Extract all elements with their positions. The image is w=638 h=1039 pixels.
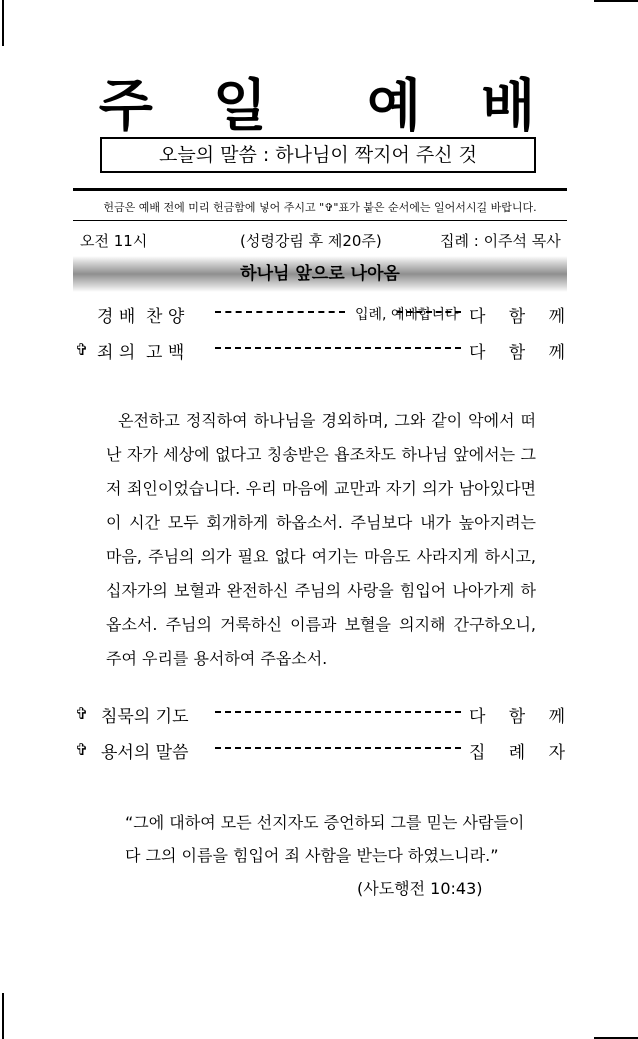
responder-char: 다 [469, 343, 486, 363]
liturgical-week: (성령강림 후 제20주) [240, 232, 382, 250]
crop-mark [2, 0, 4, 46]
dashed-leader [215, 347, 461, 349]
order-responder [469, 738, 565, 763]
order-label: 침묵의 기도 [101, 707, 189, 727]
title-char: 일 [212, 74, 271, 139]
responder-char: 께 [548, 307, 565, 327]
order-responder [469, 702, 565, 727]
responder-char: 함 [508, 307, 526, 327]
responder-char: 함 [508, 343, 526, 363]
responder-char: 자 [548, 743, 565, 763]
section-banner [73, 256, 567, 292]
title-char: 배 [481, 74, 540, 139]
order-label: 죄 의 고 백 [97, 343, 185, 363]
order-row [73, 738, 567, 766]
cross-icon: ✞ [75, 704, 89, 723]
divider [73, 188, 567, 191]
order-note: 입례, 예배합니다 [355, 307, 459, 323]
responder-char: 함 [508, 707, 526, 727]
confession-prayer [106, 404, 536, 676]
dashed-leader [397, 311, 461, 313]
presider: 집례 : 이주석 목사 [440, 232, 561, 250]
crop-mark [2, 993, 4, 1039]
responder-char: 다 [469, 707, 486, 727]
dashed-leader [215, 747, 461, 749]
verse-reference: (사도행전 10:43) [357, 879, 483, 898]
cross-icon: ✞ [75, 340, 89, 359]
title-char: 주 [98, 74, 157, 139]
sermon-title: 오늘의 말씀 : 하나님이 짝지어 주신 것 [159, 144, 477, 166]
prayer-text: 온전하고 정직하여 하나님을 경외하며, 그와 같이 악에서 떠난 자가 세상에 없다고 칭송받은 욥조차도 하나님 앞에서는 그저 죄인이었습니다. 우리 마음에 교만과 자기 의가 남아있다면 이 시간 모두 회개하게 하옵소서. 주님보다 내가 높아지려는 마음, 주님의 의가 필요 없다 여기는 마음도 사라지게 하시고, 십자가의 보혈과 완전하신 주님의 사랑을 힘입어 나아가게 하옵소서. 주님의 거룩하신 이름과 보혈을 의지해 간구하오니, 주여 우리를 용서하여 주옵소서. [106, 411, 536, 668]
order-label: 경 배 찬 양 [97, 307, 185, 327]
verse-text: “그에 대하여 모든 선지자도 증언하되 그를 믿는 사람들이 다 그의 이름을 힘입어 죄 사함을 받는다 하였느니라.” [125, 813, 525, 865]
offering-notice: 헌금은 예배 전에 미리 헌금함에 넣어 주시고 "✞"표가 붙은 순서에는 일어서시길 바랍니다. [103, 201, 537, 214]
section-title: 하나님 앞으로 나아옴 [240, 264, 400, 284]
order-responder [469, 302, 565, 327]
absolution-verse [125, 806, 525, 898]
responder-char: 께 [548, 707, 565, 727]
service-time: 오전 11시 [80, 232, 148, 250]
responder-char: 집 [469, 743, 486, 763]
dashed-leader [215, 711, 461, 713]
divider [73, 220, 567, 221]
cross-icon: ✞ [75, 740, 89, 759]
order-row [73, 702, 567, 730]
order-row [73, 338, 567, 366]
sermon-title-box [100, 137, 536, 173]
order-label: 용서의 말씀 [101, 743, 189, 763]
crop-mark [594, 0, 638, 2]
order-row [73, 302, 567, 330]
responder-char: 례 [508, 743, 526, 763]
title-char: 예 [367, 74, 426, 139]
responder-char: 께 [548, 343, 565, 363]
page-title [0, 62, 638, 142]
responder-char: 다 [469, 307, 486, 327]
order-responder [469, 338, 565, 363]
dashed-leader [215, 311, 345, 313]
